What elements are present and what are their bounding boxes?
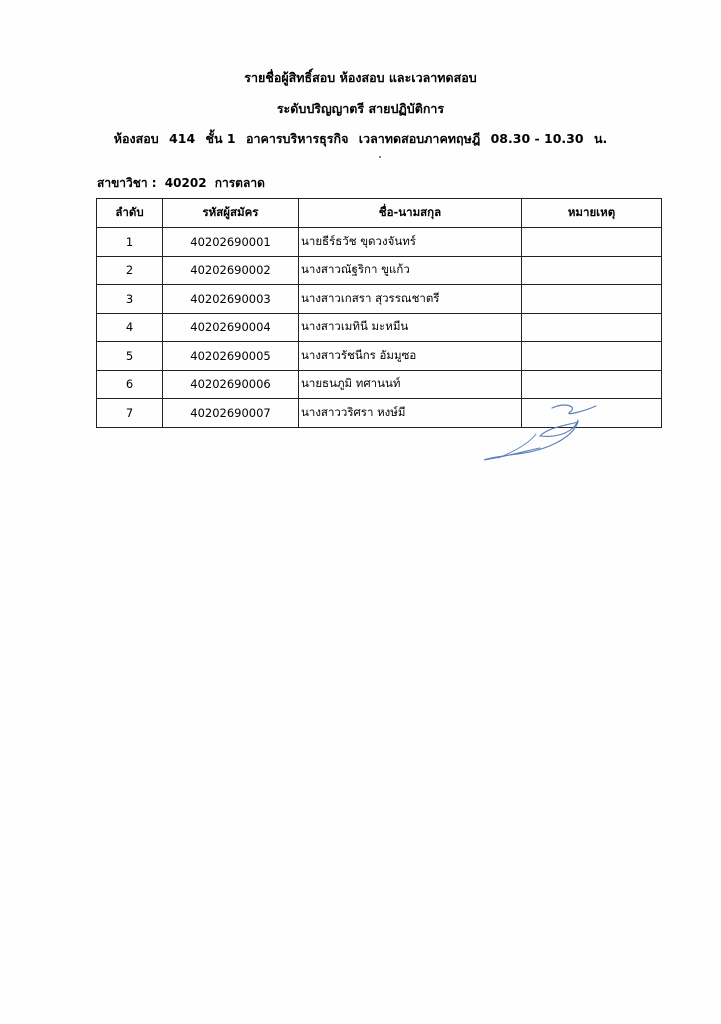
exam-time: 08.30 - 10.30	[490, 131, 584, 146]
cell-id: 40202690006	[163, 370, 299, 399]
table-row	[97, 256, 662, 285]
subject-label: สาขาวิชา :	[97, 176, 157, 190]
subject-name: การตลาด	[214, 176, 265, 190]
cell-name: นางสาวณัฐริกา ขูแก้ว	[299, 256, 522, 285]
cell-note	[522, 342, 662, 371]
cell-name: นางสาวรัชนีกร อัมมูซอ	[299, 342, 522, 371]
cell-id: 40202690004	[163, 313, 299, 342]
candidate-table	[96, 198, 662, 428]
cell-id: 40202690003	[163, 285, 299, 314]
cell-name: นางสาววริศรา หงษ์มี	[299, 399, 522, 428]
cell-no: 3	[97, 285, 163, 314]
cell-note	[522, 370, 662, 399]
cell-note	[522, 256, 662, 285]
time-unit: น.	[593, 131, 608, 146]
signature-stroke	[552, 405, 596, 414]
document-subtitle: ระดับปริญญาตรี สายปฏิบัติการ	[276, 101, 445, 116]
room-number: 414	[169, 131, 196, 146]
cell-no: 5	[97, 342, 163, 371]
cell-name: นายธีร์ธวัช ขุดวงจันทร์	[299, 228, 522, 257]
table-row	[97, 370, 662, 399]
table-row	[97, 285, 662, 314]
cell-no: 6	[97, 370, 163, 399]
subject-line	[97, 174, 269, 193]
cell-name: นางสาวเมทินี มะหมีน	[299, 313, 522, 342]
cell-id: 40202690002	[163, 256, 299, 285]
table-row	[97, 313, 662, 342]
handwritten-signature	[478, 398, 608, 468]
cell-name: นางสาวเกสรา สุวรรณชาตรี	[299, 285, 522, 314]
cell-no: 7	[97, 399, 163, 428]
cell-no: 4	[97, 313, 163, 342]
cell-note	[522, 285, 662, 314]
exam-room-info	[0, 129, 721, 149]
time-label: เวลาทดสอบภาคทฤษฎี	[358, 131, 481, 146]
header-note: หมายเหตุ	[522, 199, 662, 228]
subject-code: 40202	[164, 176, 207, 190]
header-name: ชื่อ-นามสกุล	[299, 199, 522, 228]
header-id: รหัสผู้สมัคร	[163, 199, 299, 228]
document-title: รายชื่อผู้สิทธิ์สอบ ห้องสอบ และเวลาทดสอบ	[244, 70, 477, 85]
cell-no: 1	[97, 228, 163, 257]
cell-id: 40202690001	[163, 228, 299, 257]
header-no: ลำดับ	[97, 199, 163, 228]
table-header-row	[97, 199, 662, 228]
floor: ชั้น 1	[205, 131, 236, 146]
cell-name: นายธนภูมิ ทศานนท์	[299, 370, 522, 399]
cell-id: 40202690007	[163, 399, 299, 428]
table-row	[97, 228, 662, 257]
scan-speck	[379, 156, 381, 158]
cell-note	[522, 228, 662, 257]
building: อาคารบริหารธุรกิจ	[245, 131, 349, 146]
cell-no: 2	[97, 256, 163, 285]
table-row	[97, 342, 662, 371]
cell-id: 40202690005	[163, 342, 299, 371]
room-label: ห้องสอบ	[113, 131, 159, 146]
cell-note	[522, 313, 662, 342]
